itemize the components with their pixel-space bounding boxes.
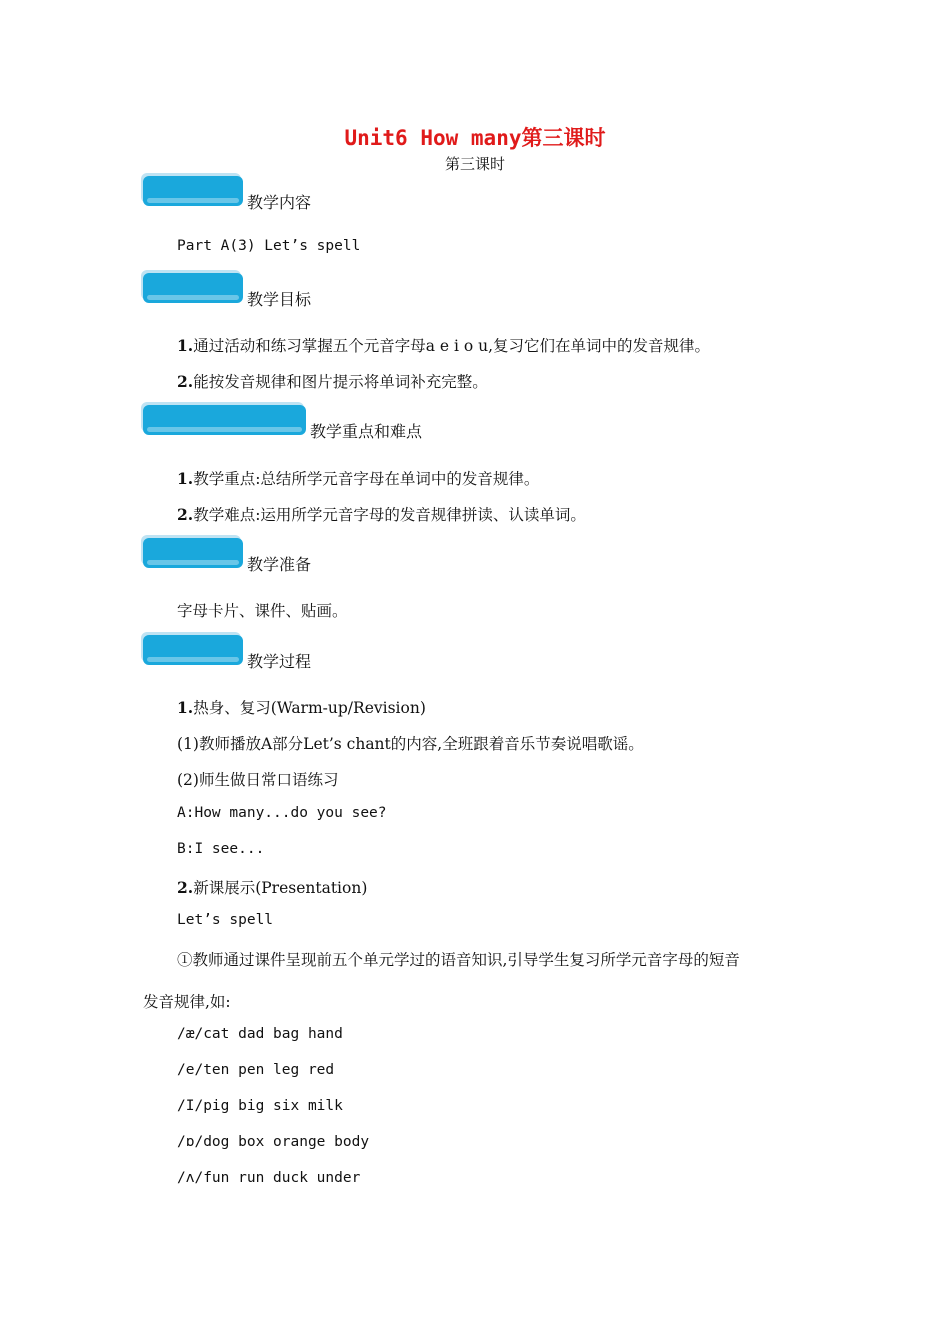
prep-text: 字母卡片、课件、贴画。 <box>177 602 348 620</box>
keypoint-item: 2.教学难点:运用所学元音字母的发音规律拼读、认读单词。 <box>177 505 586 524</box>
phonics-row: /e/ten pen leg red <box>177 1062 335 1078</box>
paragraph-line: 发音规律,如: <box>143 993 231 1011</box>
section-label: 教学重点和难点 <box>310 422 423 441</box>
keypoint-item: 1.教学重点:总结所学元音字母在单词中的发音规律。 <box>177 469 540 488</box>
phonics-row: /æ/cat dad bag hand <box>177 1026 343 1042</box>
section-badge <box>143 273 243 303</box>
goal-item: 2.能按发音规律和图片提示将单词补充完整。 <box>177 372 488 391</box>
step1-heading: 1.热身、复习(Warm-up/Revision) <box>177 698 426 717</box>
section-label: 教学目标 <box>247 290 312 309</box>
section-badge <box>143 176 243 206</box>
phonics-row: /ʌ/fun run duck under <box>177 1170 361 1186</box>
paragraph-line: ①教师通过课件呈现前五个单元学过的语音知识,引导学生复习所学元音字母的短音 <box>177 951 740 969</box>
section-label: 教学过程 <box>247 652 312 671</box>
lets-spell-label: Let’s spell <box>177 912 274 928</box>
dialog-line-b: B:I see... <box>177 841 265 857</box>
step2-heading: 2.新课展示(Presentation) <box>177 878 368 897</box>
section-badge <box>143 635 243 665</box>
section-label: 教学内容 <box>247 193 312 212</box>
goal-item: 1.通过活动和练习掌握五个元音字母a e i o u,复习它们在单词中的发音规律。 <box>177 336 711 355</box>
document-subtitle: 第三课时 <box>444 155 505 173</box>
section-badge <box>143 538 243 568</box>
section-label: 教学准备 <box>247 555 312 574</box>
phonics-row: /ɒ/dog box orange body <box>177 1134 370 1150</box>
step1-b: (2)师生做日常口语练习 <box>177 771 339 789</box>
dialog-line-a: A:How many...do you see? <box>177 805 387 821</box>
phonics-row: /I/pig big six milk <box>177 1098 343 1114</box>
document-title: Unit6 How many第三课时 <box>344 126 606 150</box>
content-text: Part A(3) Let’s spell <box>177 238 361 254</box>
step1-a: (1)教师播放A部分Let’s chant的内容,全班跟着音乐节奏说唱歌谣。 <box>177 735 644 753</box>
section-badge <box>143 405 306 435</box>
